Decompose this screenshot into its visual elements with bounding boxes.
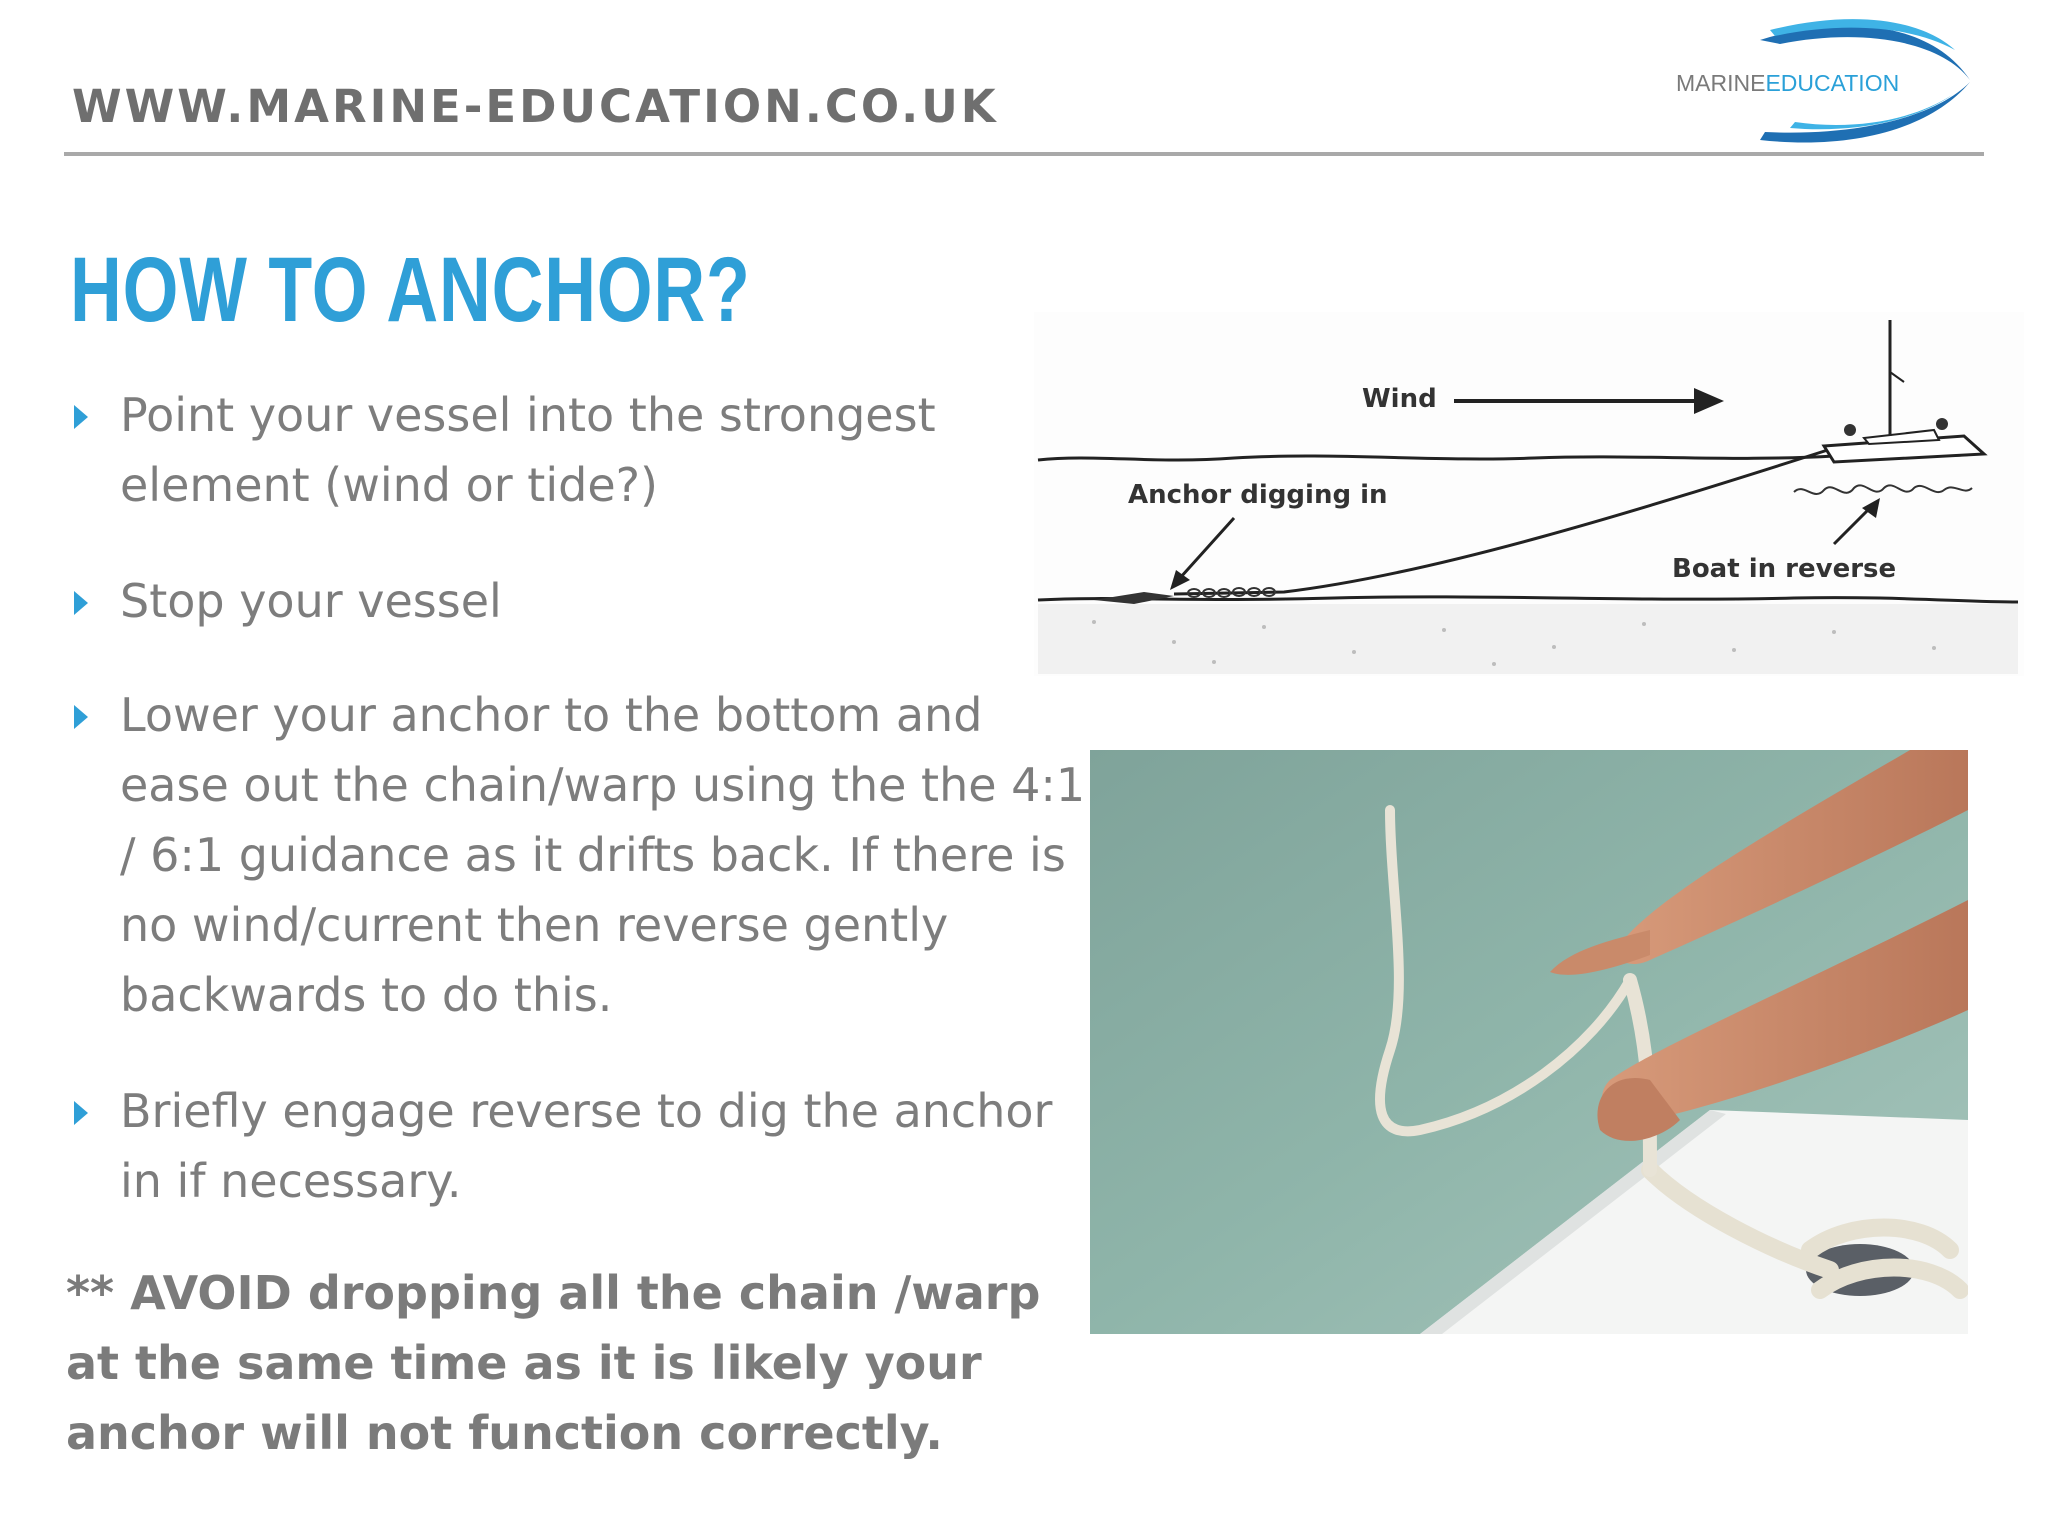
bullet-item [72, 1076, 1100, 1216]
bullet-text: Stop your vessel [120, 574, 502, 628]
logo-text [1676, 70, 1899, 97]
label-anchor-digging: Anchor digging in [1128, 480, 1388, 510]
bullet-text: Briefly engage reverse to dig the anchor in if necessary. [120, 1084, 1053, 1208]
logo-text-marine: MARINE [1676, 70, 1766, 96]
slide-title: HOW TO ANCHOR? [70, 239, 751, 341]
label-boat-reverse: Boat in reverse [1672, 554, 1897, 584]
bullet-text: Point your vessel into the strongest element (wind or tide?) [120, 388, 936, 512]
anchoring-diagram [1034, 312, 2024, 676]
bullet-item [72, 566, 1100, 636]
bullet-arrow-icon [74, 591, 88, 615]
bullet-item [72, 380, 1100, 520]
header-divider [64, 152, 1984, 156]
anchor-rope-illustration [1090, 750, 1968, 1334]
marine-education-logo [1670, 10, 1980, 150]
anchor-rope-photo [1090, 750, 1968, 1334]
warning-note: ** AVOID dropping all the chain /warp at the same time as it is likely your anchor will not function correctly. [66, 1266, 1041, 1460]
bullet-item [72, 680, 1100, 1030]
bullet-arrow-icon [74, 705, 88, 729]
label-wind: Wind [1362, 384, 1437, 414]
logo-text-education: EDUCATION [1765, 70, 1900, 96]
website-url: WWW.MARINE-EDUCATION.CO.UK [72, 80, 999, 133]
bullet-arrow-icon [74, 1101, 88, 1125]
bullet-text: Lower your anchor to the bottom and ease out the chain/warp using the the 4:1 / 6:1 guidance as it drifts back. If there is no wind/current then reverse gently backwards to do this. [120, 688, 1086, 1022]
bullet-arrow-icon [74, 405, 88, 429]
